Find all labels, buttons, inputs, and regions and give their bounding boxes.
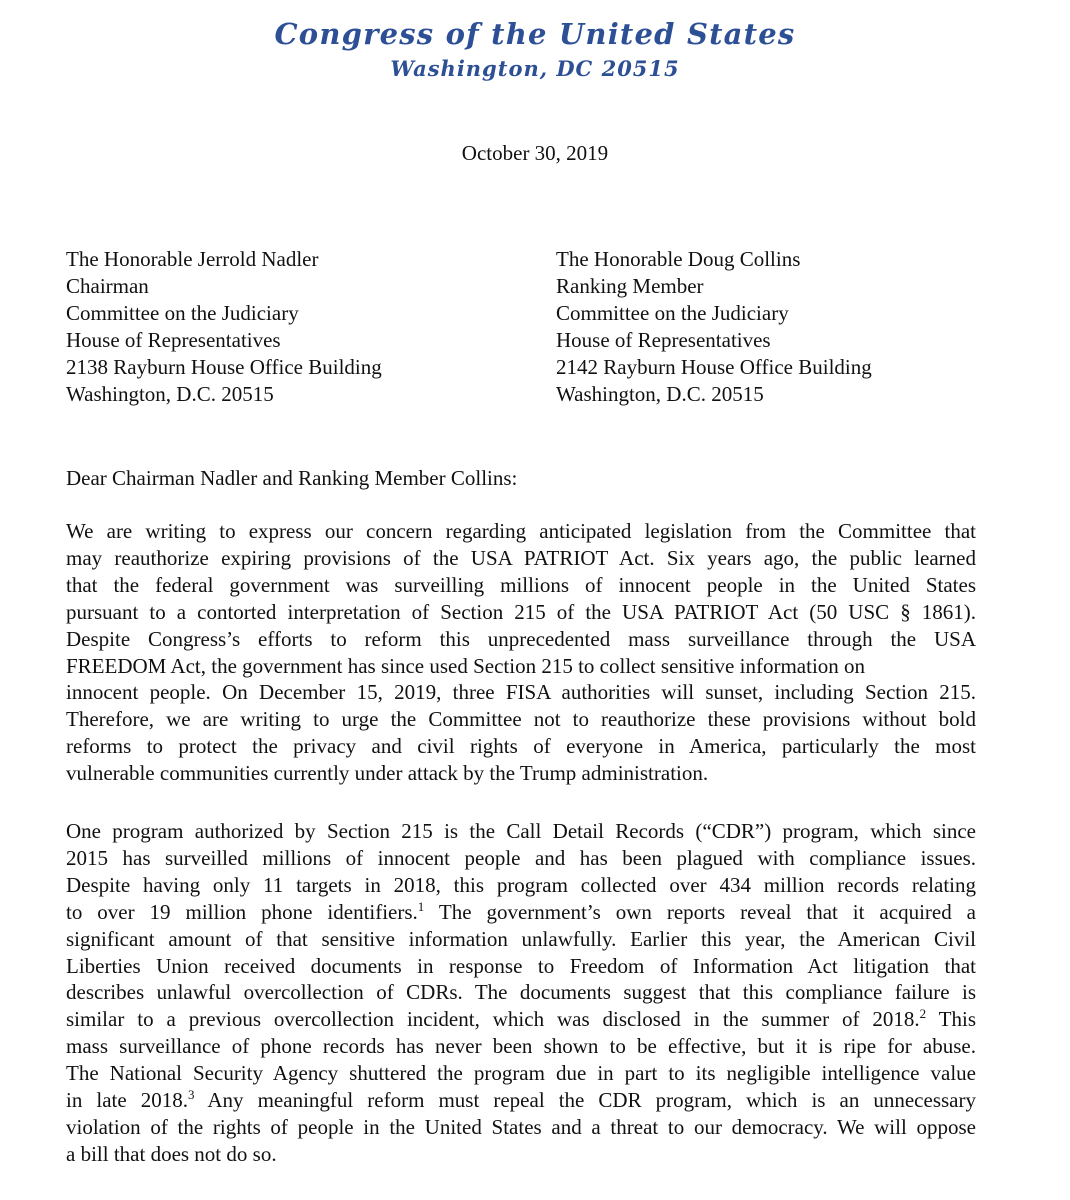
paragraph-line: We are writing to express our concern regarding anticipated legislation from the Committee that bbox=[66, 519, 976, 543]
salutation: Dear Chairman Nadler and Ranking Member Collins: bbox=[66, 466, 518, 490]
paragraph-line: 2015 has surveilled millions of innocent people and has been plagued with compliance issues. bbox=[66, 845, 976, 870]
paragraph-line: reforms to protect the privacy and civil rights of everyone in America, particularly the most bbox=[66, 734, 976, 759]
address-line: 2142 Rayburn House Office Building bbox=[556, 355, 872, 379]
footnote-ref[interactable]: 2 bbox=[919, 1006, 927, 1022]
address-line: Chairman bbox=[66, 274, 149, 298]
recipient-address-collins bbox=[556, 246, 872, 408]
paragraph-line: Therefore, we are writing to urge the Committee not to reauthorize these provisions without bold bbox=[66, 707, 976, 732]
letterhead-title: Congress of the United States bbox=[274, 17, 796, 51]
address-line: Washington, D.C. 20515 bbox=[556, 382, 764, 406]
line-text: The government’s own reports reveal that it acquired a bbox=[424, 899, 976, 924]
footnote-ref[interactable]: 1 bbox=[417, 898, 425, 914]
line-text: This bbox=[926, 1007, 976, 1032]
line-text: similar to a previous overcollection incident, which was disclosed in the summer of 2018. bbox=[66, 1007, 920, 1032]
paragraph-line: a bill that does not do so. bbox=[66, 1141, 277, 1166]
line-text: in late 2018. bbox=[66, 1088, 188, 1113]
paragraph-line: Despite having only 11 targets in 2018, this program collected over 434 million records relating bbox=[66, 872, 976, 897]
body-paragraph-2 bbox=[66, 818, 976, 1168]
paragraph-line: vulnerable communities currently under attack by the Trump administration. bbox=[66, 761, 709, 786]
address-line: House of Representatives bbox=[66, 328, 281, 352]
address-line: Washington, D.C. 20515 bbox=[66, 382, 274, 406]
recipient-address-nadler bbox=[66, 246, 382, 408]
paragraph-line: Despite Congress’s efforts to reform this unprecedented mass surveillance through the USA bbox=[66, 626, 976, 651]
paragraph-line: One program authorized by Section 215 is the Call Detail Records (“CDR”) program, which since bbox=[66, 819, 976, 843]
letterhead-location: Washington, DC 20515 bbox=[390, 56, 680, 81]
paragraph-line: mass surveillance of phone records has never been shown to be effective, but it is ripe for abuse. bbox=[66, 1034, 976, 1059]
paragraph-line: The National Security Agency shuttered the program due in part to its negligible intelligence value bbox=[66, 1061, 976, 1086]
paragraph-line-with-footnote bbox=[66, 1006, 976, 1033]
paragraph-line-with-footnote bbox=[66, 899, 976, 926]
address-line: The Honorable Jerrold Nadler bbox=[66, 247, 319, 271]
paragraph-line: Liberties Union received documents in response to Freedom of Information Act litigation that bbox=[66, 953, 976, 978]
footnote-ref[interactable]: 3 bbox=[188, 1087, 195, 1103]
address-line: Committee on the Judiciary bbox=[556, 301, 789, 325]
paragraph-line: may reauthorize expiring provisions of the USA PATRIOT Act. Six years ago, the public learned bbox=[66, 545, 976, 570]
letterhead bbox=[0, 14, 1070, 84]
paragraph-line: describes unlawful overcollection of CDRs. The documents suggest that this compliance failure is bbox=[66, 980, 976, 1005]
paragraph-line: that the federal government was surveilling millions of innocent people in the United States bbox=[66, 572, 976, 597]
paragraph-line: significant amount of that sensitive information unlawfully. Earlier this year, the American Civil bbox=[66, 926, 976, 951]
address-line: The Honorable Doug Collins bbox=[556, 247, 801, 271]
address-line: House of Representatives bbox=[556, 328, 771, 352]
letter-date: October 30, 2019 bbox=[461, 141, 609, 165]
paragraph-line: FREEDOM Act, the government has since used Section 215 to collect sensitive information on bbox=[66, 653, 866, 678]
line-text: Any meaningful reform must repeal the CDR program, which is an unnecessary bbox=[194, 1088, 976, 1113]
paragraph-line: violation of the rights of people in the United States and a threat to our democracy. We will oppose bbox=[66, 1114, 976, 1139]
paragraph-line: pursuant to a contorted interpretation of Section 215 of the USA PATRIOT Act (50 USC § 1861). bbox=[66, 599, 976, 624]
paragraph-line: innocent people. On December 15, 2019, three FISA authorities will sunset, including Section 215. bbox=[66, 680, 976, 705]
address-line: Committee on the Judiciary bbox=[66, 301, 299, 325]
body-paragraph-1 bbox=[66, 518, 976, 787]
line-text: to over 19 million phone identifiers. bbox=[66, 899, 418, 924]
paragraph-line-with-footnote bbox=[66, 1087, 976, 1114]
address-line: Ranking Member bbox=[556, 274, 704, 298]
address-line: 2138 Rayburn House Office Building bbox=[66, 355, 382, 379]
